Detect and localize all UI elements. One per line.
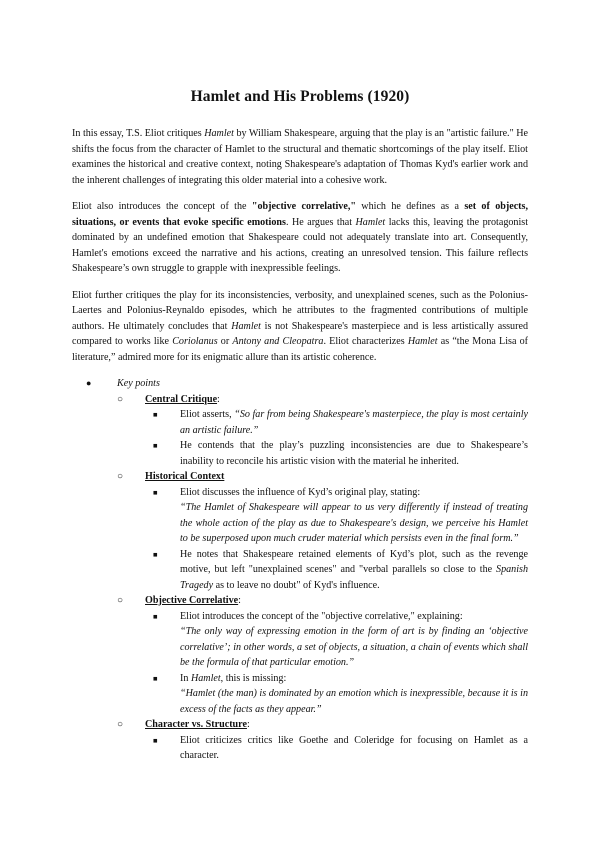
list-item <box>145 671 528 718</box>
section-items <box>145 733 528 764</box>
square-bullet-icon: ■ <box>153 441 158 450</box>
list-item <box>145 609 528 671</box>
text-run: In this essay, T.S. Eliot critiques <box>72 128 205 139</box>
section-heading: Character vs. Structure <box>145 719 247 730</box>
list-item <box>145 547 528 594</box>
text-run: which he defines as a <box>355 201 465 212</box>
circle-bullet-icon: ○ <box>117 719 124 730</box>
section-objective-correlative <box>117 593 528 717</box>
text-run: . He argues that <box>285 216 356 228</box>
section-central-critique <box>117 392 528 470</box>
text-run: Eliot introduces the concept of the "objective correlative," explaining: <box>180 610 463 622</box>
heading-colon: : <box>217 393 220 405</box>
square-bullet-icon: ■ <box>153 410 158 419</box>
play-title: Hamlet <box>231 320 261 332</box>
text-run: as to leave no doubt" of Kyd's influence. <box>213 579 380 591</box>
play-title: Spanish Tragedy <box>180 564 528 591</box>
section-historical-context <box>117 469 528 593</box>
section-items <box>145 407 528 469</box>
document-title: Hamlet and His Problems (1920) <box>190 88 410 105</box>
text-run: as “the Mona Lisa of literature,” admired more for its enigmatic allure than its artistic coherence. <box>72 336 529 363</box>
text-run: Eliot further critiques the play for its inconsistencies, verbosity, and unexplained scenes, such as the Polonius-Laertes and Polonius-Reynaldo episodes, which he attributes to the fragmented contributions of multiple authors. He ultimately concludes that <box>72 289 528 332</box>
square-bullet-icon: ■ <box>153 611 158 621</box>
text-run: Eliot criticizes critics like Goethe and Coleridge for focusing on Hamlet as a character. <box>180 734 528 761</box>
text-run: . Eliot characterizes <box>323 336 408 347</box>
list-item <box>145 733 528 764</box>
definition-bold: set of objects, situations, or events that evoke specific emotions <box>72 201 528 228</box>
document-page <box>72 88 528 764</box>
heading-colon: : <box>238 595 241 606</box>
play-title: Hamlet <box>204 128 234 139</box>
play-title: Coriolanus <box>172 336 218 347</box>
section-items <box>145 609 528 718</box>
key-points-label: Key points <box>117 378 160 389</box>
play-title: Antony and Cleopatra <box>232 336 324 347</box>
key-points-sublist <box>117 392 528 764</box>
key-points-list <box>72 376 528 764</box>
list-item <box>145 438 528 469</box>
play-title: Hamlet <box>355 216 386 228</box>
square-bullet-icon: ■ <box>153 549 158 559</box>
square-bullet-icon: ■ <box>153 487 158 497</box>
list-item <box>145 485 528 547</box>
circle-bullet-icon: ○ <box>117 393 124 405</box>
text-run: In <box>180 672 191 684</box>
text-run: , this is missing: <box>220 672 287 684</box>
text-run: or <box>217 336 233 347</box>
quote: “The only way of expressing emotion in the form of art is by finding an ‘objective correlative’; in other words, a set of objects, a situation, a chain of events which shall be the formula of that particular emotion.” <box>180 626 528 668</box>
text-run: by William Shakespeare, arguing that the play is an "artistic failure." He shifts the focus from the character of Hamlet to the structural and thematic shortcomings of the play itself. Eliot examines the historical and creative context, noting Shakespeare's adaptation of Thomas Kyd's earlier work and the inherent challenges of integrating this older material into a cohesive work. <box>72 128 528 186</box>
intro-paragraph <box>72 126 528 188</box>
circle-bullet-icon: ○ <box>117 595 124 606</box>
text-run: He notes that Shakespeare retained elements of Kyd’s plot, such as the revenge motive, but left "unexplained scenes" and "verbal parallels so close to the <box>180 548 528 575</box>
text-run: Eliot asserts, <box>180 409 235 420</box>
text-run: He contends that the play’s puzzling inconsistencies are due to Shakespeare’s inability to reconcile his artistic vision with the material he inherited. <box>180 440 528 467</box>
list-item <box>145 407 528 438</box>
quote: “So far from being Shakespeare's masterpiece, the play is most certainly an artistic failure.” <box>180 409 528 436</box>
section-heading: Central Critique <box>145 393 218 405</box>
square-bullet-icon: ■ <box>153 735 158 745</box>
key-points-item <box>72 376 528 764</box>
quote: “The Hamlet of Shakespeare will appear to us very differently if instead of treating the whole action of the play as due to Shakespeare's design, we perceive his Hamlet to be superposed upon much cruder material which persists even in the final form.” <box>180 502 528 544</box>
play-title: Hamlet <box>190 672 221 684</box>
section-character-vs-structure <box>117 717 528 764</box>
text-run: Eliot discusses the influence of Kyd’s original play, stating: <box>180 486 421 498</box>
circle-bullet-icon: ○ <box>117 471 124 482</box>
text-run: Eliot also introduces the concept of the <box>72 201 252 212</box>
text-run: is not Shakespeare's masterpiece and is less artistically assured compared to works like <box>72 320 528 347</box>
critique-paragraph <box>72 288 528 366</box>
square-bullet-icon: ■ <box>153 673 158 683</box>
section-heading: Objective Correlative <box>145 595 239 606</box>
heading-colon: : <box>246 719 250 730</box>
text-run: lacks this, leaving the protagonist dominated by an undefined emotion that Shakespeare could not adequately translate into art. Consequently, Hamlet's emotions exceed the narrative and his actions, creating an unresolved tension. This failure reflects Shakespeare’s own struggle to grapple with inexpressible feelings. <box>72 216 529 274</box>
section-items <box>145 485 528 594</box>
quote: “Hamlet (the man) is dominated by an emotion which is inexpressible, because it is in excess of the facts as they appear.” <box>180 688 528 715</box>
bullet-icon: ● <box>86 378 92 388</box>
term-bold: "objective correlative," <box>251 201 356 212</box>
play-title: Hamlet <box>407 336 438 347</box>
section-heading: Historical Context <box>145 471 225 482</box>
objective-correlative-paragraph <box>72 199 528 277</box>
